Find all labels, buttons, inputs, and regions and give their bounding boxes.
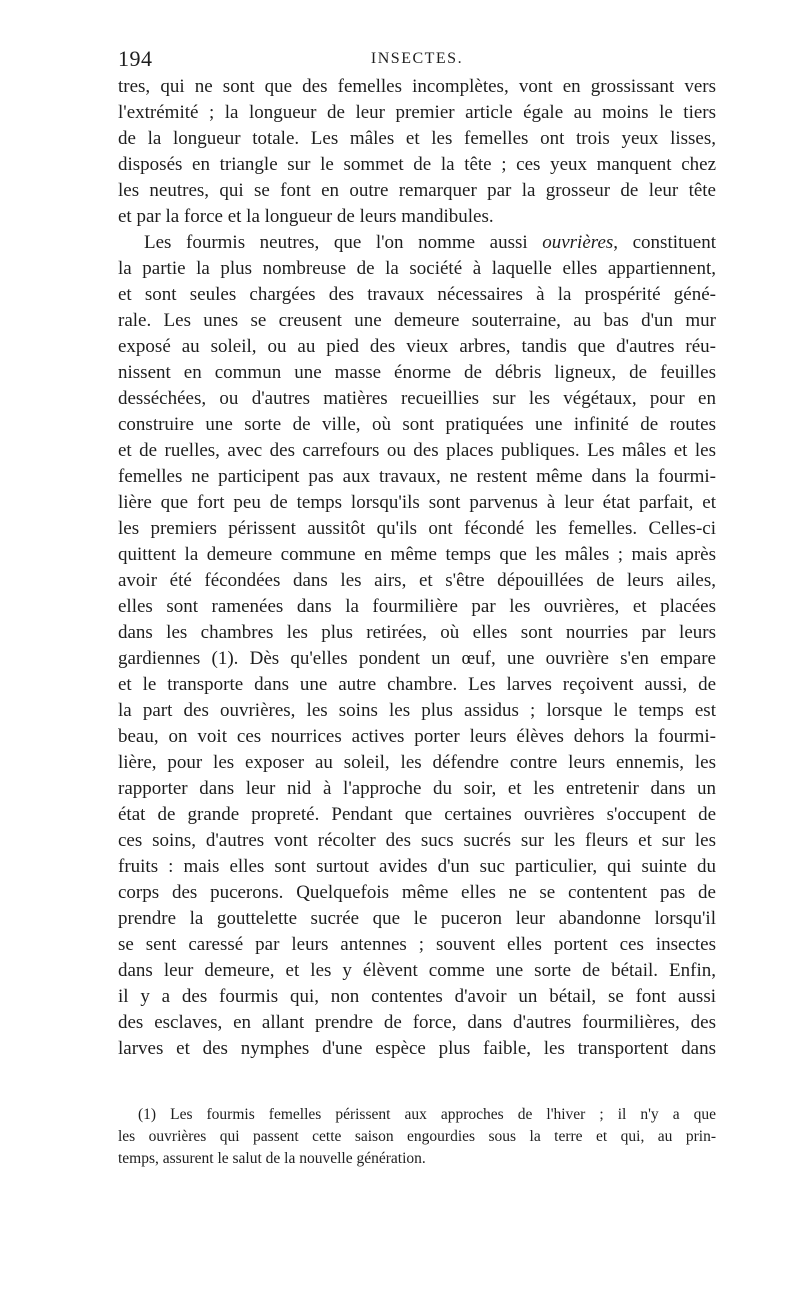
text-line: elles sont ramenées dans la fourmilière par les ouvrières, et placées — [118, 596, 716, 617]
footnote-line: les ouvrières qui passent cette saison engourdies sous la terre et qui, au prin- — [118, 1128, 716, 1145]
footnotes — [118, 1104, 716, 1170]
text-line: fruits : mais elles sont surtout avides d'un suc particulier, qui suinte du — [118, 856, 716, 877]
text-line: disposés en triangle sur le sommet de la tête ; ces yeux manquent chez — [118, 154, 716, 175]
text-line: de la longueur totale. Les mâles et les femelles ont trois yeux lisses, — [118, 128, 716, 149]
page-number: 194 — [118, 46, 153, 71]
text-line: lière, pour les exposer au soleil, les défendre contre leurs ennemis, les — [118, 752, 716, 773]
text-line: les premiers périssent aussitôt qu'ils ont fécondé les femelles. Celles-ci — [118, 518, 716, 539]
running-title: INSECTES. — [370, 50, 464, 67]
text-line: corps des pucerons. Quelquefois même elles ne se contentent pas de — [118, 882, 716, 903]
running-head — [118, 40, 716, 74]
text-line: et le transporte dans une autre chambre. Les larves reçoivent aussi, de — [118, 674, 716, 695]
text-line: quittent la demeure commune en même temps que les mâles ; mais après — [118, 544, 716, 565]
text-line: état de grande propreté. Pendant que certaines ouvrières s'occupent de — [118, 804, 716, 825]
footnote-line: (1) Les fourmis femelles périssent aux approches de l'hiver ; il n'y a que — [138, 1106, 716, 1123]
text-line: les neutres, qui se font en outre remarquer par la grosseur de leur tête — [118, 180, 716, 201]
text-run: Les fourmis neutres, que l'on nomme aussi — [144, 232, 543, 253]
text-line: larves et des nymphes d'une espèce plus faible, les transportent dans — [118, 1038, 716, 1059]
text-line: l'extrémité ; la longueur de leur premier article égale au moins le tiers — [118, 102, 716, 123]
body-text — [118, 74, 716, 1062]
book-page — [118, 40, 716, 1170]
text-line: tres, qui ne sont que des femelles incomplètes, vont en grossissant vers — [118, 76, 716, 97]
text-line: rale. Les unes se creusent une demeure souterraine, au bas d'un mur — [118, 310, 716, 331]
text-run: , constituent — [613, 232, 716, 253]
text-line: beau, on voit ces nourrices actives porter leurs élèves dehors la fourmi- — [118, 726, 716, 747]
text-line: et par la force et la longueur de leurs mandibules. — [118, 206, 494, 227]
text-line: femelles ne participent pas aux travaux, ne restent même dans la fourmi- — [118, 466, 716, 487]
text-line: prendre la gouttelette sucrée que le puceron leur abandonne lorsqu'il — [118, 908, 716, 929]
text-line: des esclaves, en allant prendre de force, dans d'autres fourmilières, des — [118, 1012, 716, 1033]
text-line: gardiennes (1). Dès qu'elles pondent un œuf, une ouvrière s'en empare — [118, 648, 716, 669]
text-line: et de ruelles, avec des carrefours ou des places publiques. Les mâles et les — [118, 440, 716, 461]
text-line: ces soins, d'autres vont récolter des sucs sucrés sur les fleurs et sur les — [118, 830, 716, 851]
text-line: et sont seules chargées des travaux nécessaires à la prospérité géné- — [118, 284, 716, 305]
text-line: dans leur demeure, et les y élèvent comme une sorte de bétail. Enfin, — [118, 960, 716, 981]
text-line: dans les chambres les plus retirées, où elles sont nourries par leurs — [118, 622, 716, 643]
text-line: exposé au soleil, ou au pied des vieux arbres, tandis que d'autres réu- — [118, 336, 716, 357]
text-line: il y a des fourmis qui, non contentes d'avoir un bétail, se font aussi — [118, 986, 716, 1007]
text-line: avoir été fécondées dans les airs, et s'être dépouillées de leurs ailes, — [118, 570, 716, 591]
text-line — [118, 230, 716, 256]
text-line: nissent en commun une masse énorme de débris ligneux, de feuilles — [118, 362, 716, 383]
text-line: se sent caressé par leurs antennes ; souvent elles portent ces insectes — [118, 934, 716, 955]
text-line: desséchées, ou d'autres matières recueillies sur les végétaux, pour en — [118, 388, 716, 409]
text-line: la part des ouvrières, les soins les plus assidus ; lorsque le temps est — [118, 700, 716, 721]
text-line: la partie la plus nombreuse de la société à laquelle elles appartiennent, — [118, 258, 716, 279]
emphasized-term: ouvrières — [542, 232, 614, 253]
text-line: construire une sorte de ville, où sont pratiquées une infinité de routes — [118, 414, 716, 435]
footnote-line: temps, assurent le salut de la nouvelle génération. — [118, 1150, 426, 1167]
text-line: lière que fort peu de temps lorsqu'ils sont parvenus à leur état parfait, et — [118, 492, 716, 513]
text-line: rapporter dans leur nid à l'approche du soir, et les entretenir dans un — [118, 778, 716, 799]
